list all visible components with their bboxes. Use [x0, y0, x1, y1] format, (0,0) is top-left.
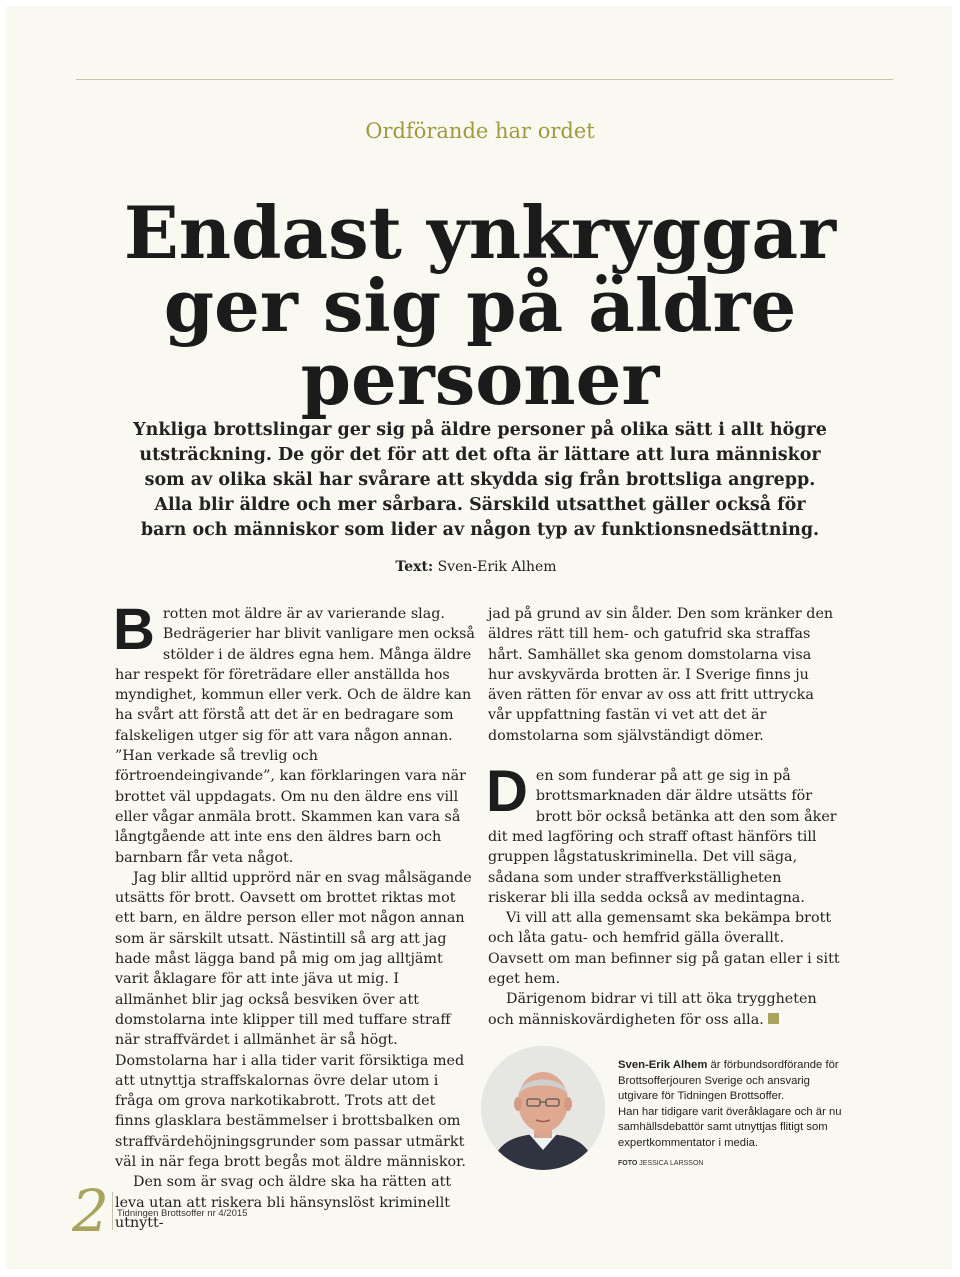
- author-portrait-icon: [481, 1046, 605, 1170]
- byline: [0, 559, 952, 575]
- author-description: [618, 1058, 848, 1105]
- paragraph: Jag blir alltid upprörd när en svag målsägande utsätts för brott. Oavsett om brottet riktas mot ett barn, en äldre person eller mot någon annan som är särskilt utsatt. Nästintill så arg att jag hade måst lägga band på mig om jag alltjämt varit åklagare för att inte jäva ut mig. I allmänhet blir jag också besviken över att domstolarna inte klipper till med tuffare straff när straffvärdet i allmänhet är så högt. Domstolarna har i alla tider varit försiktiga med att utnyttja straffskalornas övre delar utom i fråga om grova narkotikabrott. Trots att det finns glasklara bestämmelser i brottsbalken om straffvärdehöjningsgrunder som passar utmärkt väl in när fega brott begås mot äldre människor.: [115, 869, 472, 1171]
- paragraph-text: en som funderar på att ge sig in på brottsmarknaden där äldre utsätts för brott bör också betänka att den som åker dit med lagföring och straff oftast hänförs till gruppen lågstatuskriminella. Det vill säga, sådana som under straffverkställigheten riskerar bli illa sedda också av medintagna.: [488, 768, 837, 906]
- page-number: 2: [72, 1177, 109, 1245]
- paragraph: [113, 597, 475, 868]
- paragraph: Den som är svag och äldre ska ha rätten att leva utan att riskera bli hänsynslöst kriminellt utnytt-: [115, 1174, 452, 1231]
- byline-author: Sven-Erik Alhem: [437, 559, 557, 575]
- paragraph: jad på grund av sin ålder. Den som kränker den äldres rätt till hem- och gatufrid ska straffas hårt. Samhället ska genom domstolarna visa hur avskyvärda brotten är. I Sverige finns ju även rätten för envar av oss att fritt uttrycka vår uppfattning fastän vi vet att det är domstolarna som självständigt dömer.: [488, 606, 834, 744]
- publication-info: Tidningen Brottsoffer nr 4/2015: [117, 1208, 248, 1219]
- body-column-left: [113, 597, 475, 1233]
- footer-divider: [112, 1192, 113, 1230]
- photographer-name: JESSICA LARSSON: [639, 1159, 704, 1167]
- author-name: Sven-Erik Alhem: [618, 1059, 708, 1071]
- photo-credit-label: FOTO: [618, 1159, 638, 1167]
- author-role: är förbundsordförande för Brottsofferjouren Sverige och ansvarig utgivare för Tidningen Brottsoffer.: [618, 1059, 839, 1103]
- headline-line-1: Endast ynkryggar: [123, 190, 837, 275]
- headline-line-2: ger sig på äldre: [163, 263, 797, 348]
- body-column-right: [488, 604, 840, 1030]
- author-background: Han har tidigare varit överåklagare och är nu samhällsdebattör samt utnyttjas flitigt som expertkommentator i media.: [618, 1105, 842, 1149]
- lede: Ynkliga brottslingar ger sig på äldre personer på olika sätt i allt högre utsträckning. De gör det för att det ofta är lättare att lura människor som av olika skäl har svårare att skydda sig från brottsliga angrepp. Alla blir äldre och mer sårbara. Särskild utsatthet gäller också för barn och människor som lider av någon typ av funktionsnedsättning.: [133, 420, 827, 540]
- byline-label: Text:: [395, 559, 434, 575]
- headline: [0, 190, 960, 421]
- photo-credit: [618, 1156, 848, 1172]
- paragraph: [488, 989, 840, 1030]
- paragraph: [486, 759, 840, 908]
- headline-line-3: personer: [300, 336, 660, 421]
- drop-cap: D: [486, 759, 528, 825]
- paragraph: Vi vill att alla gemensamt ska bekämpa brott och låta gatu- och hemfrid gälla överallt. Oavsett om man befinner sig på gatan eller i sitt eget hem.: [488, 910, 840, 988]
- paragraph-text: Därigenom bidrar vi till att öka tryggheten och människovärdigheten för oss alla.: [488, 991, 817, 1028]
- end-mark-icon: [768, 1013, 779, 1024]
- author-photo: [481, 1046, 605, 1170]
- author-bio: [618, 1058, 848, 1171]
- paragraph-text: rotten mot äldre är av varierande slag. Bedrägerier har blivit vanligare men också stölder i de äldres egna hem. Många äldre har respekt för företrädare eller anställda hos myndighet, kommun eller verk. Och de äldre kan ha svårt att förstå att det är en bedragare som falskeligen utger sig för att vara någon annan. ”Han verkade så trevlig och förtroendeingivande”, kan förklaringen vara när brottet väl uppdagats. Om nu den äldre ens vill eller vågar anmäla brott. Skammen kan vara så långtgående att inte ens den äldres barn och barnbarn får veta något.: [115, 606, 475, 866]
- drop-cap: B: [113, 597, 155, 662]
- section-label: Ordförande har ordet: [365, 119, 595, 143]
- top-divider: [76, 79, 893, 80]
